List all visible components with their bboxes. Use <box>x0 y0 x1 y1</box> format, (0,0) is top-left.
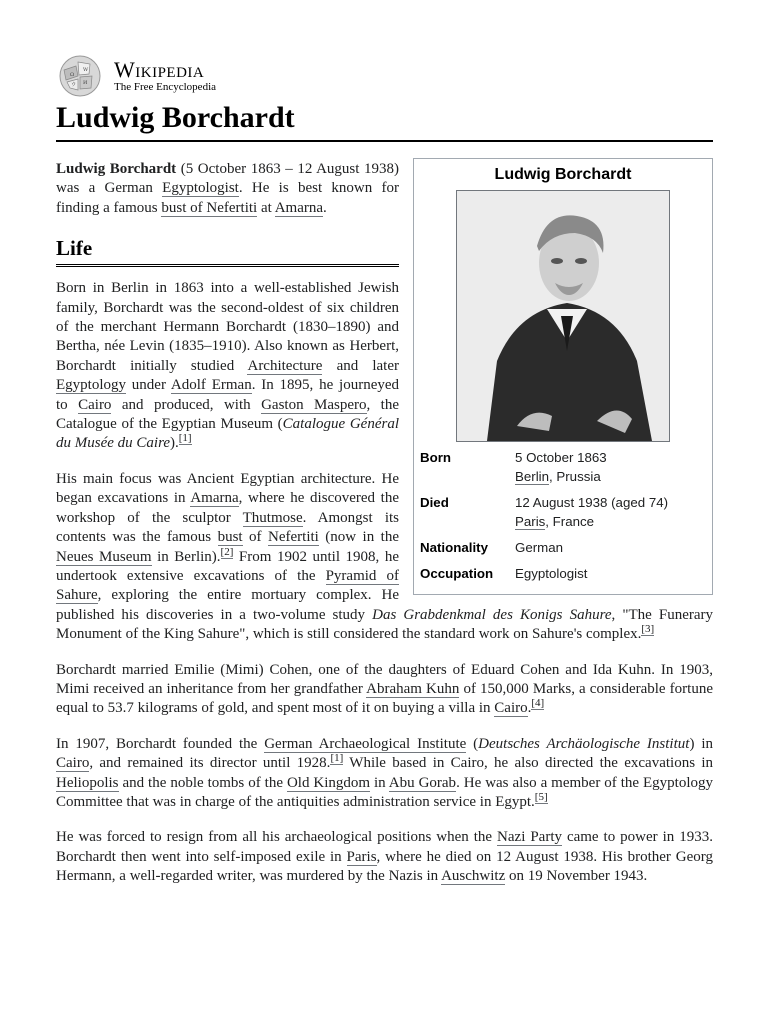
wikipedia-globe-icon[interactable] <box>56 54 104 98</box>
infobox-row-occupation <box>414 562 712 585</box>
text: under <box>126 377 171 394</box>
wikipedia-header <box>56 54 713 98</box>
link-abu-gorab[interactable]: Abu Gorab <box>388 774 457 791</box>
text: ). <box>170 435 179 452</box>
text: , exploring the entire mortuary complex. He published his discoveries in a two-volume study <box>56 587 399 623</box>
infobox-row-died <box>414 491 712 533</box>
link-german-archaeological-institute[interactable]: German Archaeological Institute <box>264 735 467 752</box>
paragraph-life-5 <box>56 828 713 886</box>
infobox <box>413 158 713 595</box>
text: He was forced to resign from all his archaeological positions when the <box>56 829 498 846</box>
svg-text:Ω: Ω <box>70 72 75 78</box>
born-place-rest: , Prussia <box>549 469 601 484</box>
link-neues-museum[interactable]: Neues Museum <box>56 548 152 565</box>
reference-link[interactable]: [1] <box>178 432 192 445</box>
text: (5 October 1863 – 12 August 1938) was a German <box>56 161 399 197</box>
text: . Amongst its contents was the famous <box>56 509 399 546</box>
infobox-value <box>515 448 706 486</box>
text: in <box>370 774 389 791</box>
text: of 150,000 Marks, a considerable fortune equal to 53.7 kilograms of gold, and spent most of it on buying a villa in <box>56 680 713 717</box>
reference-link[interactable]: [1] <box>330 752 344 765</box>
tagline-text: The Free Encyclopedia <box>114 80 217 93</box>
text: His main focus was Ancient Egyptian architecture. He began excavations in <box>56 470 399 507</box>
wikipedia-wordmark[interactable] <box>114 56 217 94</box>
link-cairo[interactable]: Cairo <box>494 700 528 717</box>
svg-text:W: W <box>83 67 89 73</box>
text: . He is best known for finding a famous <box>56 180 400 216</box>
infobox-value <box>515 493 706 531</box>
text: and the noble tombs of the <box>118 774 287 791</box>
section-heading-life: Life <box>56 234 399 267</box>
link-gaston-maspero[interactable]: Gaston Maspero <box>261 396 367 413</box>
link-thutmose[interactable]: Thutmose <box>242 509 303 526</box>
text: . <box>323 199 327 216</box>
text: ) in <box>689 735 714 752</box>
born-date: 5 October 1863 <box>515 450 607 465</box>
reference-link[interactable]: [5] <box>534 790 548 803</box>
text: came to power in 1933. Borchardt then went into self-imposed exile in <box>56 829 713 865</box>
text: Born in Berlin in 1863 into a well-established Jewish family, Borchardt was the second-oldest of six children of the merchant Hermann Borchardt (1830–1890) and Bertha, née Levin (1835–1910). Also known as Herbert, Borchardt initially studied <box>56 280 399 374</box>
link-egyptologist[interactable]: Egyptologist <box>162 180 239 197</box>
paragraph-life-4 <box>56 735 713 813</box>
infobox-row-nationality <box>414 536 712 559</box>
text: From 1902 until 1908, he undertook extensive excavations of the <box>56 548 399 584</box>
portrait-image[interactable] <box>456 190 670 442</box>
svg-text:ウ: ウ <box>71 82 77 88</box>
text: and later <box>322 357 399 374</box>
text: of <box>242 529 269 546</box>
article-body <box>56 160 713 887</box>
text: , the Catalogue of the Egyptian Museum ( <box>56 396 400 433</box>
reference-link[interactable]: [2] <box>220 545 234 558</box>
text: . In 1895, he journeyed to <box>56 377 400 413</box>
infobox-label: Died <box>420 495 449 510</box>
link-abraham-kuhn[interactable]: Abraham Kuhn <box>366 680 460 697</box>
link-nazi-party[interactable]: Nazi Party <box>497 829 562 846</box>
link-bust[interactable]: bust <box>217 529 243 546</box>
text: Borchardt married Emilie (Mimi) Cohen, one of the daughters of Eduard Cohen and Ida Kuhn. In 1903, Mimi received an inheritance from her grandfather <box>56 661 713 697</box>
link-bust-of-nefertiti[interactable]: bust of Nefertiti <box>161 199 258 216</box>
infobox-label: Occupation <box>420 566 494 581</box>
link-auschwitz[interactable]: Auschwitz <box>441 868 506 885</box>
link-architecture[interactable]: Architecture <box>247 357 323 374</box>
infobox-title: Ludwig Borchardt <box>494 166 632 183</box>
text: In 1907, Borchardt founded the <box>56 735 265 752</box>
text: , where he discovered the workshop of the sculptor <box>56 490 399 526</box>
wordmark-text: Wikipedia <box>114 56 205 82</box>
link-berlin[interactable]: Berlin <box>515 469 549 484</box>
text: , "The Funerary Monument of the King Sahure", which is still considered the standard work on Sahure's complex. <box>56 606 713 643</box>
text: at <box>257 199 275 216</box>
reference-link[interactable]: [4] <box>531 697 545 710</box>
text: , and remained its director until 1928. <box>89 755 331 772</box>
link-egyptology[interactable]: Egyptology <box>56 377 126 394</box>
italic-title: Deutsches Archäologische Institut <box>478 735 690 752</box>
link-paris[interactable]: Paris <box>515 514 546 529</box>
italic-title: Das Grabdenkmal des Konigs Sahure <box>372 606 612 623</box>
infobox-value: German <box>515 540 564 555</box>
died-place-rest: , France <box>545 514 595 529</box>
subject-name: Ludwig Borchardt <box>56 161 177 177</box>
italic-title: Catalogue Général du Musée du Caire <box>56 416 399 452</box>
infobox-label: Born <box>420 450 452 465</box>
text: . He was also a member of the Egyptology Committee that was in charge of the antiquities administration service in Egypt. <box>56 774 713 810</box>
page-title: Ludwig Borchardt <box>56 100 713 142</box>
text: While based in Cairo, he also directed the excavations in <box>343 755 713 772</box>
infobox-value: Egyptologist <box>515 566 588 581</box>
infobox-label: Nationality <box>420 540 488 555</box>
text: ( <box>466 735 479 752</box>
link-amarna[interactable]: Amarna <box>274 199 324 216</box>
svg-text:И: И <box>83 80 88 86</box>
link-adolf-erman[interactable]: Adolf Erman <box>170 377 252 394</box>
paragraph-life-3 <box>56 661 713 719</box>
link-nefertiti[interactable]: Nefertiti <box>268 529 319 546</box>
article-page <box>56 54 713 903</box>
link-old-kingdom[interactable]: Old Kingdom <box>286 774 371 791</box>
reference-link[interactable]: [3] <box>641 623 655 636</box>
link-amarna[interactable]: Amarna <box>190 490 239 507</box>
died-date: 12 August 1938 (aged 74) <box>515 495 669 510</box>
text: . <box>527 700 532 717</box>
text: in Berlin). <box>151 548 221 565</box>
link-cairo[interactable]: Cairo <box>56 755 90 772</box>
text: on 19 November 1943. <box>505 868 648 885</box>
infobox-row-born <box>414 446 712 488</box>
link-cairo[interactable]: Cairo <box>78 396 112 413</box>
link-heliopolis[interactable]: Heliopolis <box>56 774 119 791</box>
link-pyramid-of-sahure[interactable]: Pyramid of Sahure <box>56 567 399 604</box>
link-paris[interactable]: Paris <box>346 848 377 865</box>
text: (now in the <box>318 529 399 546</box>
text: , where he died on 12 August 1938. His brother Georg Hermann, a well-regarded writer, was murdered by the Nazis in <box>56 848 713 885</box>
text: and produced, with <box>111 396 262 413</box>
